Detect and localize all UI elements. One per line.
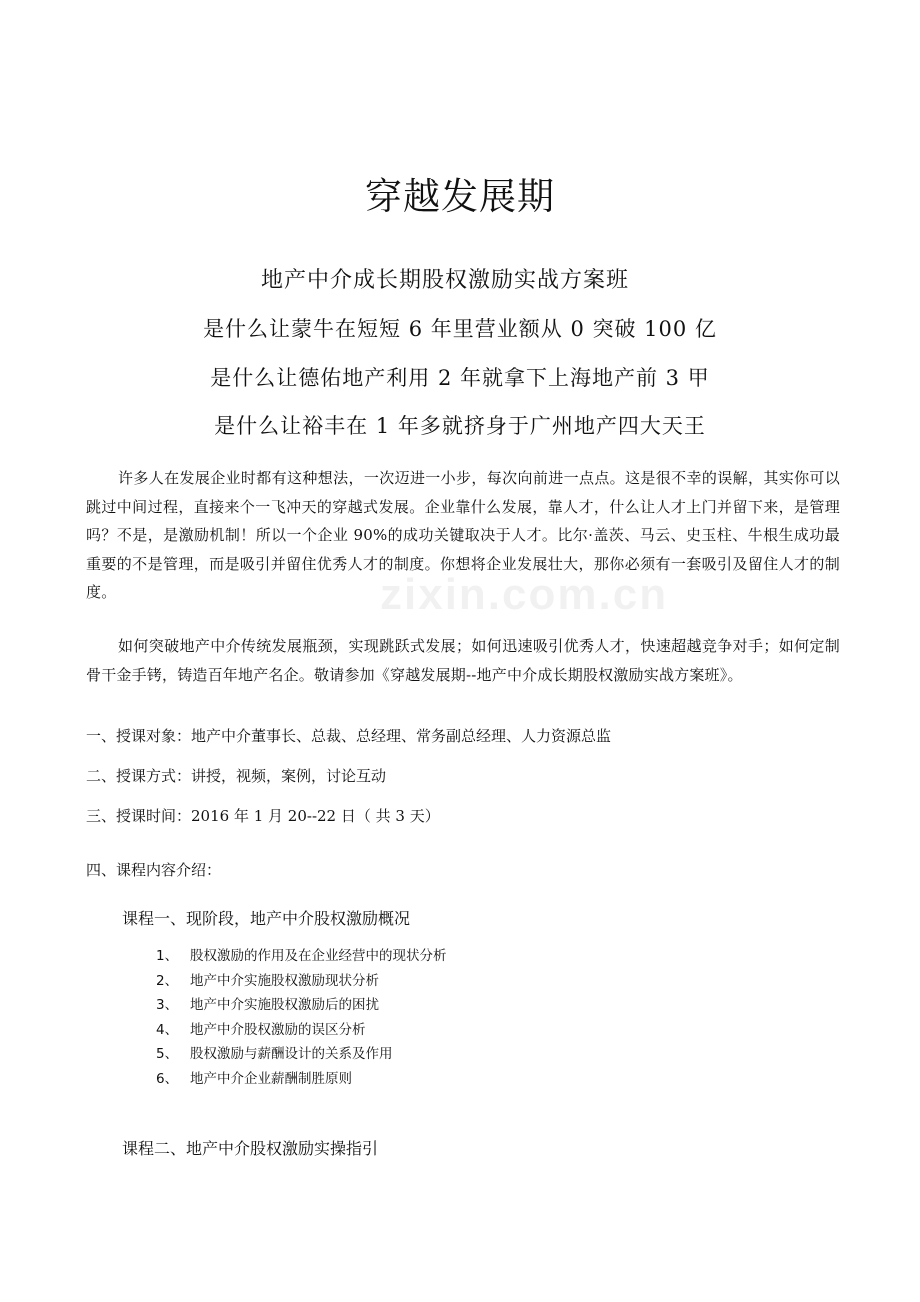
document-subtitle: 地产中介成长期股权激励实战方案班 bbox=[260, 268, 629, 293]
list-item bbox=[156, 1018, 447, 1043]
invitation-paragraph: 如何突破地产中介传统发展瓶颈，实现跳跃式发展；如何迅速吸引优秀人才，快速超越竞争对手；如何定制骨干金手铐，铸造百年地产名企。敬请参加《穿越发展期--地产中介成长期股权激励实战方案班》。 bbox=[86, 637, 840, 684]
watermark: zixin.com.cn bbox=[380, 570, 669, 619]
question-line: 是什么让裕丰在 1 年多就挤身于广州地产四大天王 bbox=[214, 414, 706, 438]
list-text: 地产中介实施股权激励后的困扰 bbox=[190, 997, 379, 1014]
method-item: 二、授课方式：讲授，视频，案例，讨论互动 bbox=[86, 767, 387, 785]
list-item bbox=[156, 969, 447, 994]
list-number: 3、 bbox=[156, 997, 179, 1014]
intro-paragraph: 许多人在发展企业时都有这种想法，一次迈进一小步，每次向前进一点点。这是很不幸的误解，其实你可以跳过中间过程，直接来个一飞冲天的穿越式发展。企业靠什么发展，靠人才，什么让人才上门并留下来，是管理吗？不是，是激励机制！所以一个企业 90%的成功关键取决于人才。比尔·盖茨、马云、史玉柱、牛根生成功最重要的不是管理，而是吸引并留住优秀人才的制度。你想将企业发展壮大，那你必须有一套吸引及留住人才的制度。 bbox=[86, 469, 840, 601]
list-text: 股权激励的作用及在企业经营中的现状分析 bbox=[190, 948, 447, 964]
list-text: 地产中介股权激励的误区分析 bbox=[190, 1021, 366, 1038]
list-item bbox=[156, 944, 447, 969]
document-title: 穿越发展期 bbox=[365, 175, 555, 218]
list-number: 4、 bbox=[156, 1021, 179, 1038]
list-text: 股权激励与薪酬设计的关系及作用 bbox=[190, 1046, 393, 1063]
audience-item: 一、授课对象：地产中介董事长、总裁、总经理、常务副总经理、人力资源总监 bbox=[86, 727, 612, 745]
list-text: 地产中介实施股权激励现状分析 bbox=[190, 972, 379, 989]
list-number: 2、 bbox=[156, 972, 179, 989]
list-text: 地产中介企业薪酬制胜原则 bbox=[190, 1070, 352, 1087]
question-line: 是什么让德佑地产利用 2 年就拿下上海地产前 3 甲 bbox=[210, 366, 710, 390]
course-one-list bbox=[156, 944, 447, 1092]
list-number: 1、 bbox=[156, 948, 179, 964]
content-heading: 四、课程内容介绍： bbox=[86, 861, 222, 879]
course-two-title: 课程二、地产中介股权激励实操指引 bbox=[122, 1139, 379, 1158]
list-item bbox=[156, 993, 447, 1018]
list-number: 6、 bbox=[156, 1070, 179, 1087]
schedule-item: 三、授课时间：2016 年 1 月 20--22 日（ 共 3 天） bbox=[86, 807, 440, 825]
question-line: 是什么让蒙牛在短短 6 年里营业额从 0 突破 100 亿 bbox=[203, 317, 717, 341]
list-item bbox=[156, 1067, 447, 1092]
list-number: 5、 bbox=[156, 1046, 179, 1063]
list-item bbox=[156, 1042, 447, 1067]
course-one-title: 课程一、现阶段，地产中介股权激励概况 bbox=[122, 909, 411, 928]
